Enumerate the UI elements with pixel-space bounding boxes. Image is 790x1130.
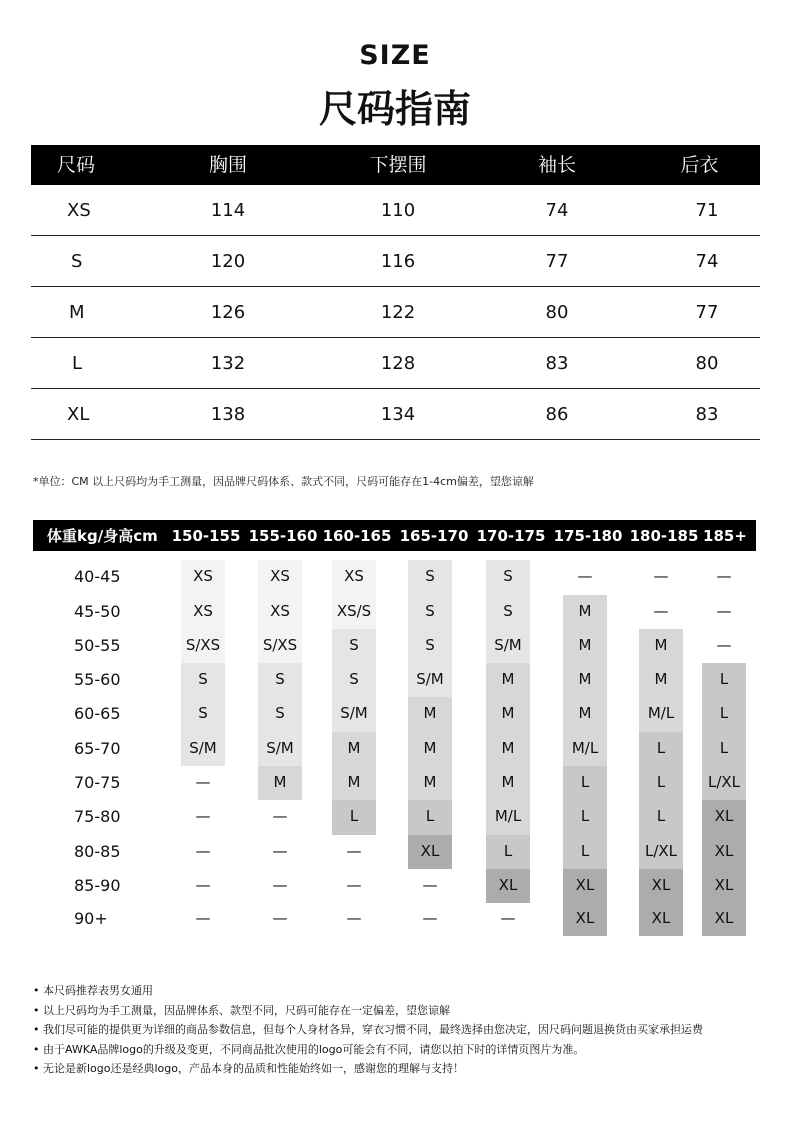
empty-dash: —	[195, 909, 211, 927]
footer-notes	[33, 981, 703, 1079]
height-header: 170-175	[476, 527, 546, 545]
size-cell: M/L	[571, 739, 599, 757]
size-cell: L	[719, 739, 729, 757]
size-cell: M	[501, 739, 515, 757]
footer-note: • 本尺码推荐表男女通用	[33, 981, 703, 1001]
hem-cell: 110	[380, 200, 416, 221]
size-cell: S	[349, 636, 359, 654]
size-cell: XS	[193, 567, 213, 585]
corner-label: 体重kg/身高cm	[47, 527, 158, 545]
empty-dash: —	[195, 842, 211, 860]
size-cell: M/L	[494, 807, 522, 825]
hem-cell: 134	[380, 404, 416, 425]
empty-dash: —	[346, 842, 362, 860]
footer-note: • 由于AWKA品牌logo的升级及变更，不同商品批次使用的logo可能会有不同，请您以拍下时的详情页图片为准。	[33, 1040, 703, 1060]
empty-dash: —	[500, 909, 516, 927]
size-cell: XL	[714, 842, 734, 860]
weight-label: 80-85	[74, 842, 121, 861]
size-cell: M	[501, 670, 515, 688]
weight-label: 45-50	[74, 602, 121, 621]
size-cell: M	[423, 704, 437, 722]
size-cell: S	[275, 704, 285, 722]
size-cell: M	[654, 670, 668, 688]
height-header: 180-185	[629, 527, 699, 545]
size-cell: L	[656, 739, 666, 757]
empty-dash: —	[272, 909, 288, 927]
size-cell: XS	[344, 567, 364, 585]
size-cell: M	[578, 670, 592, 688]
chest-cell: 132	[210, 353, 246, 374]
table-row	[31, 338, 760, 389]
size-cell: XL	[420, 842, 440, 860]
size-cell: M	[654, 636, 668, 654]
measurement-table	[31, 145, 760, 440]
footer-note: • 无论是新logo还是经典logo，产品本身的品质和性能始终如一，感谢您的理解与支持！	[33, 1059, 703, 1079]
size-cell: XL	[575, 909, 595, 927]
size-cell: M	[347, 739, 361, 757]
height-header: 160-165	[322, 527, 392, 545]
chest-cell: 138	[210, 404, 246, 425]
title-english: SIZE	[359, 40, 431, 71]
weight-label: 65-70	[74, 739, 121, 758]
empty-dash: —	[195, 773, 211, 791]
empty-dash: —	[272, 842, 288, 860]
size-cell: XS	[270, 567, 290, 585]
weight-label: 75-80	[74, 807, 121, 826]
size-cell: M	[578, 704, 592, 722]
size-cell: L	[349, 807, 359, 825]
height-header: 155-160	[248, 527, 318, 545]
size-cell: L	[580, 807, 590, 825]
empty-dash: —	[716, 567, 732, 585]
size-cell: L	[719, 704, 729, 722]
sleeve-cell: 86	[545, 404, 569, 425]
size-cell: S	[425, 567, 435, 585]
sleeve-cell: 83	[545, 353, 569, 374]
chest-cell: 120	[210, 251, 246, 272]
size-cell: L	[656, 807, 666, 825]
size-cell: L	[503, 842, 513, 860]
sleeve-cell: 74	[545, 200, 569, 221]
size-cell: S	[71, 251, 83, 272]
weight-label: 70-75	[74, 773, 121, 792]
recommend-table-header	[33, 520, 756, 551]
weight-label: 85-90	[74, 876, 121, 895]
size-cell: XL	[575, 876, 595, 894]
size-cell: M	[578, 602, 592, 620]
header-back-length: 后衣长	[680, 154, 719, 216]
empty-dash: —	[653, 602, 669, 620]
size-cell: XL	[498, 876, 518, 894]
weight-label: 90+	[74, 909, 108, 928]
sleeve-cell: 77	[545, 251, 569, 272]
size-cell: L	[580, 773, 590, 791]
size-cell: M	[578, 636, 592, 654]
weight-label: 55-60	[74, 670, 121, 689]
footer-note: • 我们尽可能的提供更为详细的商品参数信息，但每个人身材各异，穿衣习惯不同，最终选择由您决定，因尺码问题退换货由买家承担运费	[33, 1020, 703, 1040]
size-cell: XS	[67, 200, 91, 221]
back-length-cell: 83	[695, 404, 719, 425]
back-length-cell: 74	[695, 251, 719, 272]
size-cell: S/M	[416, 670, 444, 688]
size-cell: L	[656, 773, 666, 791]
size-cell: S	[425, 602, 435, 620]
chest-cell: 114	[210, 200, 246, 221]
size-cell: XL	[651, 876, 671, 894]
size-cell: XL	[714, 876, 734, 894]
weight-label: 60-65	[74, 704, 121, 723]
size-cell: XL	[714, 909, 734, 927]
size-cell: S/M	[494, 636, 522, 654]
height-header: 175-180	[553, 527, 623, 545]
size-cell: M	[69, 302, 85, 323]
size-cell: L/XL	[707, 773, 741, 791]
title-chinese: 尺码指南	[318, 87, 471, 131]
size-cell: S	[349, 670, 359, 688]
hem-cell: 128	[380, 353, 416, 374]
size-cell: S	[198, 670, 208, 688]
size-cell: S	[503, 602, 513, 620]
size-cell: XL	[714, 807, 734, 825]
measurement-note: *单位：CM 以上尺码均为手工测量，因品牌尺码体系、款式不同，尺码可能存在1-4cm偏差，望您谅解	[33, 475, 534, 488]
empty-dash: —	[422, 909, 438, 927]
size-cell: S/M	[189, 739, 217, 757]
size-cell: S/XS	[262, 636, 298, 654]
size-cell: S/M	[340, 704, 368, 722]
back-length-cell: 77	[695, 302, 719, 323]
size-cell: M	[423, 739, 437, 757]
size-cell: S/M	[266, 739, 294, 757]
size-cell: L	[72, 353, 83, 374]
size-cell: M	[347, 773, 361, 791]
header-size: 尺码	[57, 154, 96, 176]
header-chest: 胸围	[208, 154, 248, 176]
size-cell: M	[501, 704, 515, 722]
chest-cell: 126	[210, 302, 246, 323]
size-cell: L	[425, 807, 435, 825]
empty-dash: —	[716, 602, 732, 620]
size-cell: S	[425, 636, 435, 654]
header-sleeve: 袖长	[537, 154, 577, 176]
height-header: 150-155	[171, 527, 241, 545]
size-cell: M	[273, 773, 287, 791]
footer-note: • 以上尺码均为手工测量，因品牌体系、款型不同，尺码可能存在一定偏差，望您谅解	[33, 1001, 703, 1021]
hem-cell: 122	[380, 302, 416, 323]
table-row	[31, 389, 760, 440]
weight-label: 40-45	[74, 567, 121, 586]
height-header: 185+	[703, 527, 747, 545]
empty-dash: —	[272, 807, 288, 825]
empty-dash: —	[346, 909, 362, 927]
back-length-cell: 71	[695, 200, 719, 221]
empty-dash: —	[195, 807, 211, 825]
size-cell: M	[501, 773, 515, 791]
size-cell: XS	[270, 602, 290, 620]
size-cell: XS/S	[336, 602, 372, 620]
size-cell: S	[198, 704, 208, 722]
empty-dash: —	[716, 636, 732, 654]
size-cell: M	[423, 773, 437, 791]
size-cell: L	[580, 842, 590, 860]
empty-dash: —	[422, 876, 438, 894]
table-row	[31, 287, 760, 338]
size-cell: XL	[67, 404, 90, 425]
header-hem: 下摆围	[369, 154, 427, 176]
table-row	[31, 236, 760, 287]
empty-dash: —	[653, 567, 669, 585]
size-cell: XS	[193, 602, 213, 620]
sleeve-cell: 80	[545, 302, 569, 323]
weight-label: 50-55	[74, 636, 121, 655]
empty-dash: —	[577, 567, 593, 585]
hem-cell: 116	[380, 251, 416, 272]
empty-dash: —	[272, 876, 288, 894]
table-row	[31, 185, 760, 236]
size-cell: XL	[651, 909, 671, 927]
size-cell: M/L	[647, 704, 675, 722]
size-cell: L/XL	[644, 842, 678, 860]
size-cell: S	[275, 670, 285, 688]
height-header: 165-170	[399, 527, 469, 545]
back-length-cell: 80	[695, 353, 719, 374]
empty-dash: —	[195, 876, 211, 894]
size-cell: S	[503, 567, 513, 585]
size-cell: S/XS	[185, 636, 221, 654]
size-cell: L	[719, 670, 729, 688]
empty-dash: —	[346, 876, 362, 894]
